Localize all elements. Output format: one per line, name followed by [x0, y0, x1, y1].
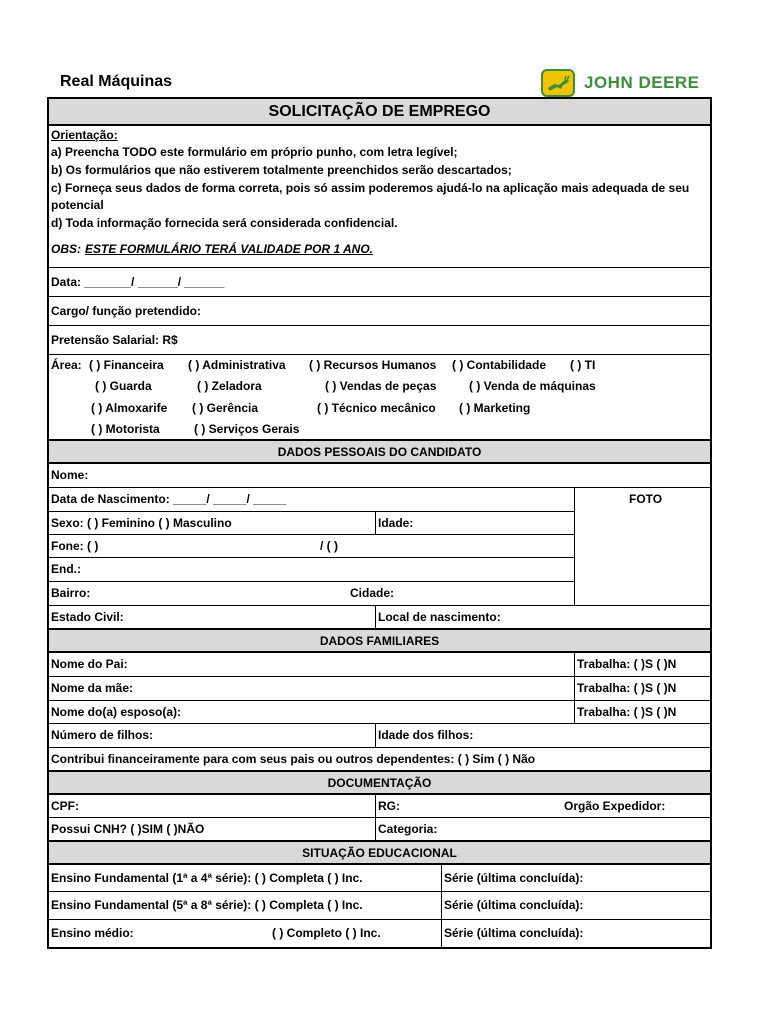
orientation-c2: potencial	[51, 198, 104, 212]
area-option-zeladora[interactable]: ( ) Zeladora	[197, 379, 262, 393]
endereco-field[interactable]	[49, 558, 574, 582]
divider	[574, 653, 575, 676]
filhos-row	[49, 724, 710, 748]
mae-trabalha[interactable]: Trabalha: ( )S ( )N	[577, 681, 677, 695]
company-name: Real Máquinas	[60, 73, 173, 90]
area-option-rh[interactable]: ( ) Recursos Humanos	[309, 358, 437, 372]
deer-icon	[541, 69, 575, 97]
fundamental-1-options[interactable]: Ensino Fundamental (1ª a 4ª série): ( ) Completa ( ) Inc.	[51, 871, 363, 885]
obs-text: ESTE FORMULÁRIO TERÁ VALIDADE POR 1 ANO.	[85, 242, 374, 256]
mae-row	[49, 677, 710, 701]
cnh-options[interactable]: Possui CNH? ( )SIM ( )NÃO	[51, 822, 205, 836]
salary-label: Pretensão Salarial: R$	[51, 333, 178, 347]
civil-row	[49, 606, 710, 629]
section-dados-familiares: DADOS FAMILIARES	[49, 629, 710, 653]
personal-grid	[49, 488, 710, 606]
application-form	[47, 97, 712, 949]
salary-field[interactable]	[49, 326, 710, 355]
orientation-c1: c) Forneça seus dados de forma correta, pois só assim poderemos ajudá-lo na aplicação mais adequada de seu	[51, 181, 690, 195]
area-option-gerencia[interactable]: ( ) Gerência	[192, 401, 259, 415]
divider	[574, 701, 575, 723]
area-option-administrativa[interactable]: ( ) Administrativa	[188, 358, 286, 372]
area-option-venda-maquinas[interactable]: ( ) Venda de máquinas	[469, 379, 596, 393]
cpf-label[interactable]: CPF:	[51, 799, 79, 813]
esposo-label[interactable]: Nome do(a) esposo(a):	[51, 705, 182, 719]
cidade-label: Cidade:	[350, 586, 395, 600]
photo-label: FOTO	[629, 492, 663, 506]
area-option-tecnico[interactable]: ( ) Técnico mecânico	[317, 401, 436, 415]
categoria-label[interactable]: Categoria:	[378, 822, 438, 836]
sexo-options[interactable]: Sexo: ( ) Feminino ( ) Masculino	[51, 516, 232, 530]
divider	[375, 512, 376, 534]
obs-label: OBS:	[51, 242, 81, 256]
area-option-marketing[interactable]: ( ) Marketing	[459, 401, 531, 415]
pai-label[interactable]: Nome do Pai:	[51, 657, 128, 671]
divider	[375, 724, 376, 747]
section-dados-pessoais: DADOS PESSOAIS DO CANDIDATO	[49, 440, 710, 464]
orientation-label: Orientação:	[51, 128, 118, 142]
medio-row	[49, 920, 710, 947]
area-option-guarda[interactable]: ( ) Guarda	[95, 379, 152, 393]
orientation-d: d) Toda informação fornecida será considerada confidencial.	[51, 216, 398, 230]
fundamental-1-row	[49, 865, 710, 892]
area-option-motorista[interactable]: ( ) Motorista	[91, 422, 160, 436]
orgao-label[interactable]: Orgão Expedidor:	[564, 799, 666, 813]
fundamental-2-row	[49, 892, 710, 920]
nome-field[interactable]	[49, 464, 710, 488]
filhos-label[interactable]: Número de filhos:	[51, 728, 154, 742]
nome-label: Nome:	[51, 468, 89, 482]
form-title: SOLICITAÇÃO DE EMPREGO	[49, 99, 710, 126]
cargo-field[interactable]	[49, 297, 710, 326]
date-field[interactable]	[49, 268, 710, 297]
john-deere-logo	[541, 68, 700, 98]
date-label: Data: _______/ ______/ ______	[51, 275, 225, 289]
fone-label: Fone: ( )	[51, 539, 99, 553]
serie-3-label[interactable]: Série (última concluída):	[444, 926, 584, 940]
area-option-ti[interactable]: ( ) TI	[570, 358, 596, 372]
pai-trabalha[interactable]: Trabalha: ( )S ( )N	[577, 657, 677, 671]
contribui-row[interactable]	[49, 748, 710, 771]
divider	[441, 920, 442, 947]
orientation-a: a) Preencha TODO este formulário em próprio punho, com letra legível;	[51, 145, 458, 159]
pai-row	[49, 653, 710, 677]
fundamental-2-options[interactable]: Ensino Fundamental (5ª a 8ª série): ( ) Completa ( ) Inc.	[51, 898, 363, 912]
serie-1-label[interactable]: Série (última concluída):	[444, 871, 584, 885]
fone-field[interactable]	[49, 535, 574, 558]
fone2-label: / ( )	[320, 539, 338, 553]
sexo-row	[49, 512, 574, 535]
divider	[375, 606, 376, 628]
esposo-trabalha[interactable]: Trabalha: ( )S ( )N	[577, 705, 677, 719]
cnh-row	[49, 818, 710, 841]
logo-text: JOHN DEERE	[584, 73, 700, 92]
orientation-b: b) Os formulários que não estiverem totalmente preenchidos serão descartados;	[51, 163, 512, 177]
esposo-row	[49, 701, 710, 724]
area-option-almoxarife[interactable]: ( ) Almoxarife	[91, 401, 168, 415]
divider	[441, 865, 442, 891]
area-label: Área:	[51, 358, 82, 372]
endereco-label: End.:	[51, 562, 81, 576]
cargo-label: Cargo/ função pretendido:	[51, 304, 201, 318]
area-option-vendas-pecas[interactable]: ( ) Vendas de peças	[325, 379, 437, 393]
serie-2-label[interactable]: Série (última concluída):	[444, 898, 584, 912]
local-nascimento-label[interactable]: Local de nascimento:	[378, 610, 501, 624]
area-option-financeira[interactable]: ( ) Financeira	[89, 358, 164, 372]
idade-filhos-label[interactable]: Idade dos filhos:	[378, 728, 474, 742]
nascimento-field[interactable]	[49, 488, 574, 512]
nascimento-label: Data de Nascimento: _____/ _____/ _____	[51, 492, 287, 506]
bairro-row[interactable]	[49, 582, 574, 605]
mae-label[interactable]: Nome da mãe:	[51, 681, 134, 695]
photo-box	[574, 488, 663, 605]
divider	[574, 677, 575, 700]
divider	[441, 892, 442, 919]
civil-label[interactable]: Estado Civil:	[51, 610, 124, 624]
area-option-contabilidade[interactable]: ( ) Contabilidade	[452, 358, 546, 372]
cpf-row	[49, 795, 710, 818]
area-option-servicos-gerais[interactable]: ( ) Serviços Gerais	[194, 422, 300, 436]
orientation-block	[49, 126, 710, 268]
idade-label[interactable]: Idade:	[378, 516, 414, 530]
medio-label: Ensino médio:	[51, 926, 134, 940]
area-options	[49, 355, 710, 440]
contribui-label: Contribui financeiramente para com seus pais ou outros dependentes: ( ) Sim ( ) Não	[51, 752, 536, 766]
divider	[375, 818, 376, 840]
bairro-label: Bairro:	[51, 586, 91, 600]
rg-label[interactable]: RG:	[378, 799, 400, 813]
section-educacional: SITUAÇÃO EDUCACIONAL	[49, 841, 710, 865]
medio-options[interactable]: ( ) Completo ( ) Inc.	[272, 926, 381, 940]
section-documentacao: DOCUMENTAÇÃO	[49, 771, 710, 795]
divider	[375, 795, 376, 817]
